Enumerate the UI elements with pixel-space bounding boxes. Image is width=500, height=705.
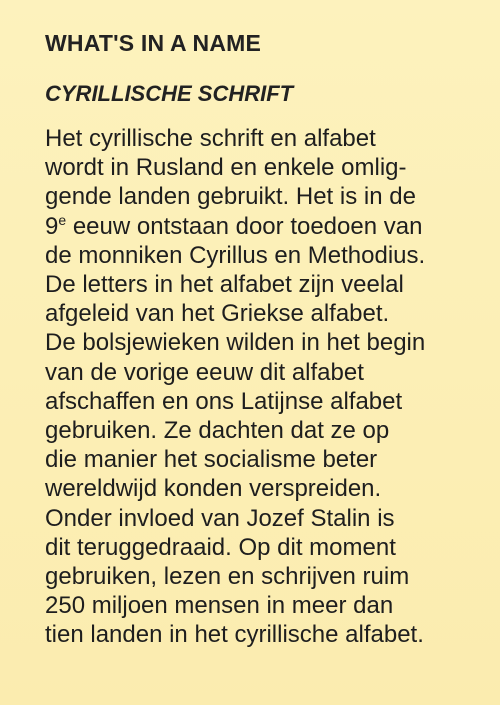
- body-line: De letters in het alfabet zijn veelal: [45, 271, 404, 299]
- body-line: tien landen in het cyrillische alfabet.: [45, 621, 424, 649]
- body-line: afgeleid van het Griekse alfabet.: [45, 300, 390, 328]
- century-rest: eeuw ontstaan door toedoen van: [66, 212, 423, 240]
- body-line: wordt in Rusland en enkele omlig-: [45, 154, 407, 182]
- body-line: gebruiken, lezen en schrijven ruim: [45, 563, 410, 591]
- body-line: die manier het socialisme beter: [45, 446, 378, 474]
- body-line-century: [45, 212, 475, 241]
- body-line: Onder invloed van Jozef Stalin is: [45, 504, 395, 532]
- body-line: dit teruggedraaid. Op dit moment: [45, 533, 396, 561]
- body-line: wereldwijd konden verspreiden.: [45, 475, 382, 503]
- article-box: [45, 30, 475, 650]
- body-line: gende landen gebruikt. Het is in de: [45, 183, 416, 211]
- body-line: van de vorige eeuw dit alfabet: [45, 358, 364, 386]
- body-line: afschaffen en ons Latijnse alfabet: [45, 387, 403, 415]
- body-line: De bolsjewieken wilden in het begin: [45, 329, 426, 357]
- article-subtitle: CYRILLISCHE SCHRIFT: [45, 81, 294, 106]
- body-line: 250 miljoen mensen in meer dan: [45, 592, 394, 620]
- page-title: WHAT'S IN A NAME: [45, 30, 262, 56]
- body-line: Het cyrillische schrift en alfabet: [45, 125, 376, 152]
- article-body: [45, 124, 475, 650]
- body-line: gebruiken. Ze dachten dat ze op: [45, 417, 390, 445]
- body-line: de monniken Cyrillus en Methodius.: [45, 241, 426, 269]
- century-superscript: e: [58, 211, 67, 228]
- century-number: 9: [45, 212, 59, 240]
